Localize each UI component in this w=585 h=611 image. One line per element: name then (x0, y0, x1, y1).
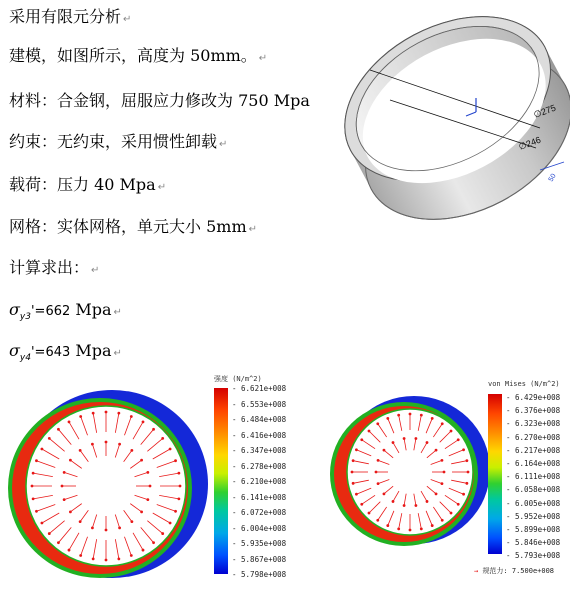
scale-value: - 6.111e+008 (506, 472, 561, 482)
right-ring-mesh (322, 372, 490, 572)
scale-value: - 6.058e+008 (506, 485, 561, 495)
scale-value: - 5.867e+008 (232, 554, 287, 564)
scale-value: - 6.553e+008 (232, 399, 287, 409)
scale-value: - 5.793e+008 (506, 551, 561, 561)
scale-value: - 5.899e+008 (506, 525, 561, 534)
scale-value: - 6.005e+008 (506, 498, 561, 508)
scale-value: - 5.846e+008 (506, 538, 561, 548)
mesh-text: 网格：实体网格，单元大小 5mm ↵ (9, 217, 258, 236)
left-ring-mesh (8, 372, 208, 580)
load-text: 载荷：压力 40 Mpa ↵ (9, 175, 167, 194)
scale-value: - 6.347e+008 (232, 446, 287, 455)
equation-sigma-y4: $\sigma_{y4}'=643$ Mpa ↵ (9, 341, 122, 363)
scale-value: - 6.210e+008 (232, 477, 287, 486)
stress-plot-right (322, 372, 561, 580)
scale-value: - 6.004e+008 (232, 523, 287, 533)
scale-value: - 6.270e+008 (506, 432, 561, 442)
ring-3d-model (330, 0, 570, 236)
scale-value: - 5.935e+008 (232, 539, 287, 548)
equation-sigma-y3: $\sigma_{y3}'=662$ Mpa ↵ (9, 300, 122, 322)
right-color-legend (488, 394, 502, 554)
left-color-legend (214, 388, 228, 574)
load-note: → 规范力: 7.500e+008 (474, 567, 555, 575)
scale-value: - 6.141e+008 (232, 492, 287, 502)
dim-inner-label: ∅246 (517, 134, 543, 152)
scale-value: - 5.952e+008 (506, 511, 561, 521)
scale-value: - 6.164e+008 (506, 459, 561, 468)
stress-plot-left (8, 372, 286, 580)
scale-value: - 6.429e+008 (506, 393, 561, 402)
scale-value: - 6.376e+008 (506, 406, 561, 416)
red-arrow-icon: → (474, 567, 479, 575)
scale-value: - 6.323e+008 (506, 419, 561, 429)
result-heading: 计算求出： ↵ (9, 258, 100, 277)
scale-value: - 5.798e+008 (232, 570, 287, 579)
dim-outer-label: ∅275 (532, 102, 558, 120)
material-text: 材料：合金钢，屈服应力修改为 750 Mpa (9, 91, 310, 110)
scale-value: - 6.072e+008 (232, 508, 287, 517)
left-scale-title: 强度 (N/m^2) (214, 375, 262, 383)
constraint-text: 约束：无约束，采用惯性卸载 ↵ (9, 132, 228, 151)
right-scale-title: von Mises (N/m^2) (488, 380, 560, 388)
doc-title: 采用有限元分析 ↵ (9, 7, 132, 26)
scale-value: - 6.621e+008 (232, 384, 287, 393)
scale-value: - 6.416e+008 (232, 430, 287, 440)
scale-value: - 6.217e+008 (506, 445, 561, 455)
scale-value: - 6.278e+008 (232, 461, 287, 471)
modeling-text: 建模，如图所示，高度为 50mm。 ↵ (9, 46, 268, 65)
dim-height-label: 50 (547, 172, 558, 183)
scale-value: - 6.484e+008 (232, 415, 287, 424)
